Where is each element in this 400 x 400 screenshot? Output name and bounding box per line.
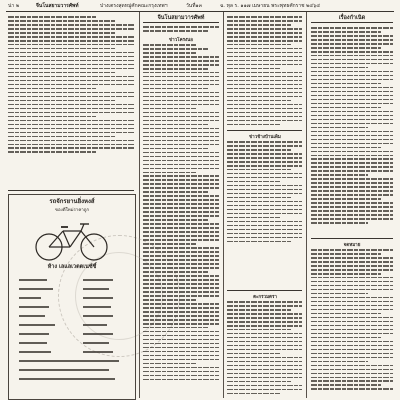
paper-name: จีนโนสยามวารศัพท์ (36, 3, 79, 9)
col2-subtitle: ข่าวโครงนอ (169, 38, 193, 43)
col2-intro (143, 26, 219, 34)
column-divider (223, 12, 224, 398)
col4-title: เรื่องกำเนิด (338, 15, 366, 21)
header-date: ฉ. ทุล ร. ๑๑๗ เมษายน พระพุทธศักราช ๒๔๖๔ (220, 3, 321, 9)
col2-rule (143, 22, 219, 23)
header-office: ปางเตรงสุดหมู่ศักคณะกรุงเทพฯ (100, 3, 168, 9)
col3-article-bottom (227, 301, 302, 397)
col4-section: จดหมาย (343, 243, 361, 248)
col4-rule (311, 22, 393, 23)
page-number: น่า ๒ (8, 3, 20, 9)
bicycle-advertisement (8, 194, 136, 400)
col3-article-mid (227, 141, 302, 245)
page-header (8, 1, 392, 11)
col3-article-top (227, 16, 302, 128)
col4-article-bottom (311, 249, 393, 392)
ad-price-list (15, 277, 129, 387)
ad-caption: ของดีใหม่ราคาถูก (54, 208, 90, 213)
col3-section-a: ข่าวข้างบ้านเดิม (249, 135, 281, 140)
col2-article (143, 44, 219, 383)
col4-rule-2 (311, 238, 393, 239)
col3-section-b: ตะกรวมตรา (253, 295, 277, 300)
col3-rule (227, 130, 302, 131)
column-divider (306, 12, 307, 398)
bicycle-icon (33, 217, 111, 263)
section-rule (8, 190, 134, 191)
col3-rule-2 (227, 290, 302, 291)
col4-article-top (311, 27, 393, 226)
header-date-label: วันที่๑๓ (186, 3, 203, 9)
ad-store-name: ห้าง เลแลเวตตเนซ์ซิ์ (47, 264, 97, 270)
article-column-1 (8, 16, 134, 155)
ad-title: รถจักรยานยิ่งหงส์ (49, 198, 95, 205)
col2-title: จีนโนสยามวารศัพท์ (157, 15, 205, 21)
header-rule (6, 11, 394, 12)
